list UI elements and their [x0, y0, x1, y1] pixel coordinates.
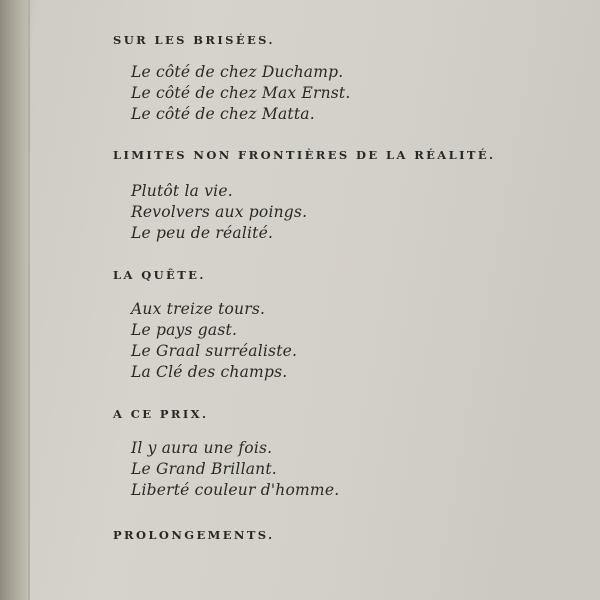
section-entry: Il y aura une fois. — [131, 439, 273, 457]
section-entry: Le côté de chez Matta. — [131, 105, 315, 123]
section-entry: Le pays gast. — [131, 321, 238, 339]
section-entry: La Clé des champs. — [131, 363, 288, 381]
section-entry: Le côté de chez Max Ernst. — [131, 84, 351, 102]
section-heading: A CE PRIX. — [113, 407, 209, 421]
section-heading: SUR LES BRISÉES. — [113, 33, 275, 47]
section-heading: PROLONGEMENTS. — [113, 528, 275, 542]
section-entry: Revolvers aux poings. — [131, 203, 308, 221]
section-entry: Le Grand Brillant. — [131, 460, 277, 478]
section-heading: LA QUÊTE. — [113, 268, 206, 282]
section-entry: Plutôt la vie. — [131, 182, 233, 200]
section-entry: Liberté couleur d'homme. — [131, 481, 340, 499]
section-entry: Aux treize tours. — [131, 300, 266, 318]
section-entry: Le Graal surréaliste. — [131, 342, 298, 360]
section-heading: LIMITES NON FRONTIÈRES DE LA RÉALITÉ. — [113, 148, 496, 162]
section-entry: Le peu de réalité. — [131, 224, 274, 242]
section-entry: Le côté de chez Duchamp. — [131, 63, 344, 81]
